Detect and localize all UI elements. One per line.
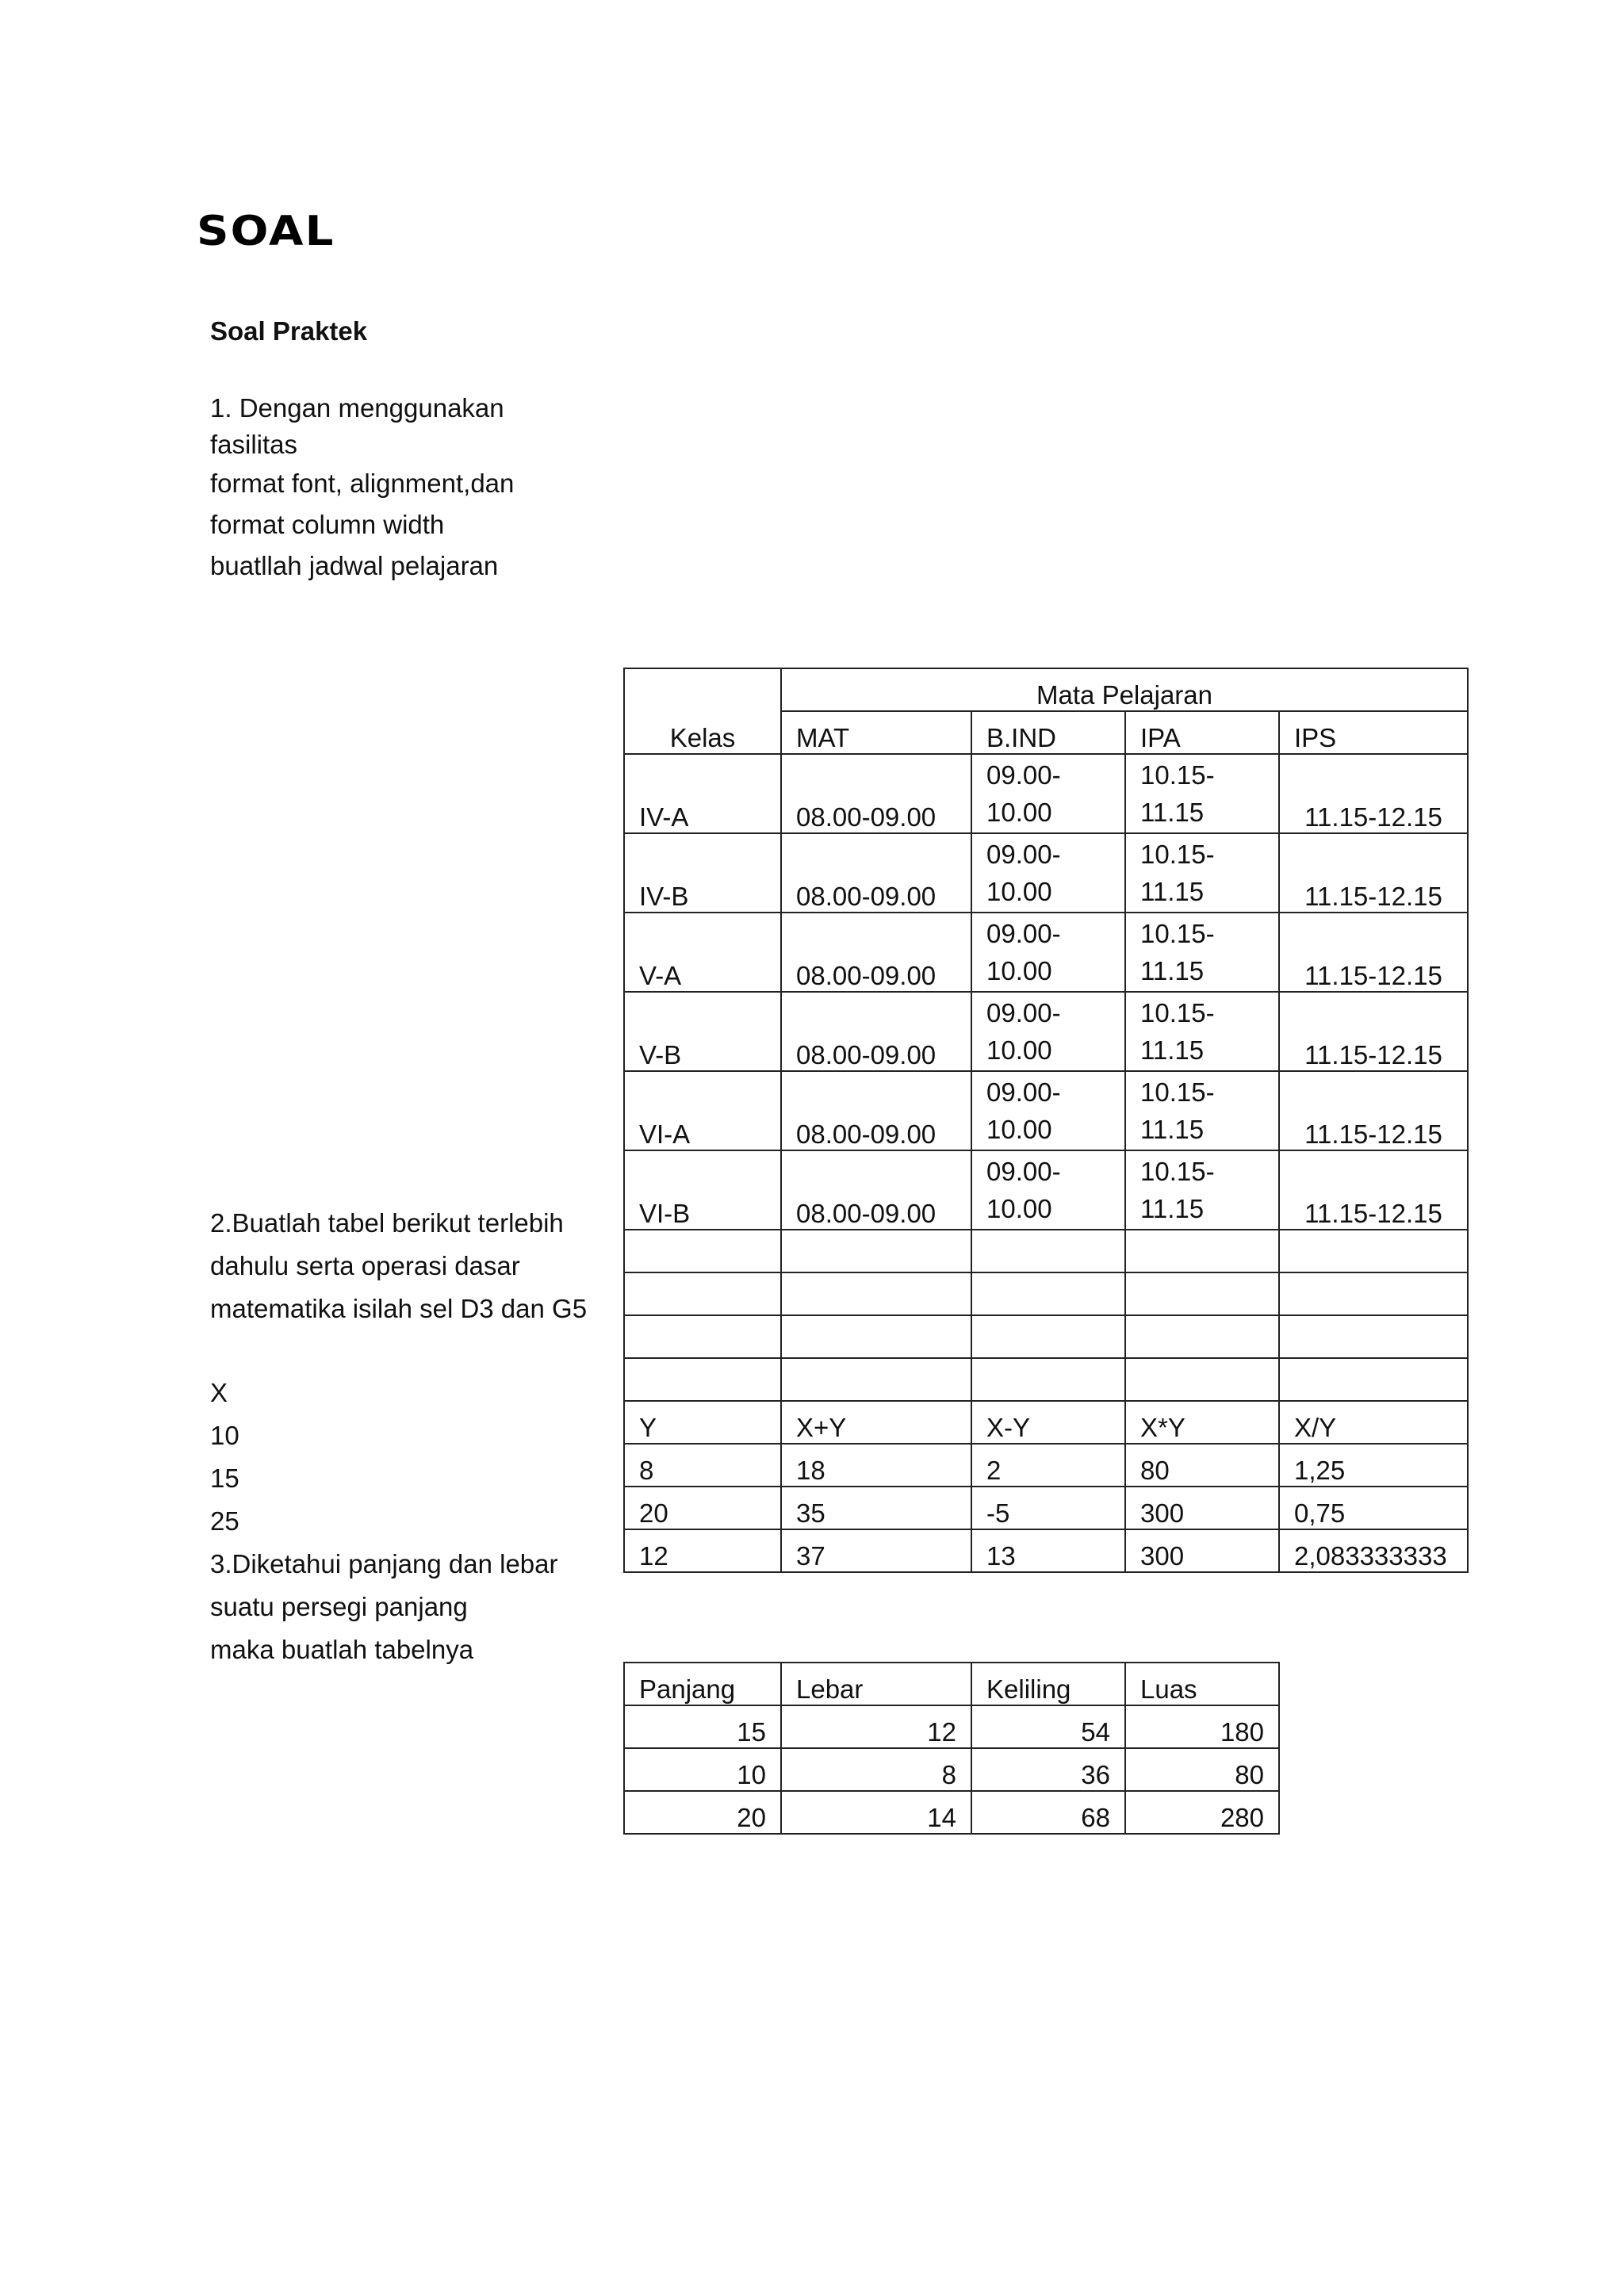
empty-row	[624, 1230, 1468, 1272]
empty-cell	[781, 1230, 971, 1272]
page-title: SOAL	[197, 208, 335, 255]
rect-cell: 14	[781, 1791, 971, 1834]
schedule-class-cell: VI-A	[624, 1071, 781, 1150]
rectangle-table	[623, 1662, 1280, 1835]
ops-row	[624, 1444, 1468, 1487]
empty-cell	[971, 1230, 1125, 1272]
x-value: 25	[210, 1506, 239, 1536]
rect-cell: 12	[781, 1705, 971, 1748]
cell-line: 10.00	[986, 877, 1052, 906]
ops-cell: 1,25	[1279, 1444, 1468, 1487]
schedule-row	[624, 992, 1468, 1071]
cell-line: 11.15	[1140, 1194, 1205, 1223]
cell-line: 10.15-	[1140, 840, 1215, 869]
empty-cell	[1125, 1315, 1279, 1358]
schedule-row	[624, 1150, 1468, 1230]
schedule-corner-cell	[624, 668, 781, 711]
question-3-line: maka buatlah tabelnya	[210, 1635, 474, 1664]
empty-row	[624, 1315, 1468, 1358]
question-2-line: 2.Buatlah tabel berikut terlebih	[210, 1208, 564, 1238]
x-value: 10	[210, 1421, 239, 1450]
schedule-ips-cell: 11.15-12.15	[1279, 1150, 1468, 1230]
schedule-class-cell: IV-A	[624, 754, 781, 833]
schedule-ipa-cell	[1125, 1150, 1279, 1230]
ops-cell: 20	[624, 1487, 781, 1529]
ops-header-row	[624, 1401, 1468, 1444]
schedule-ipa-cell	[1125, 833, 1279, 913]
empty-cell	[624, 1358, 781, 1401]
schedule-ipa-cell	[1125, 992, 1279, 1071]
schedule-subject-header: B.IND	[971, 711, 1125, 754]
rect-cell: 20	[624, 1791, 781, 1834]
empty-cell	[1125, 1272, 1279, 1315]
schedule-row	[624, 913, 1468, 992]
schedule-bind-cell	[971, 754, 1125, 833]
cell-line: 10.15-	[1140, 1157, 1215, 1186]
empty-cell	[971, 1358, 1125, 1401]
empty-cell	[1279, 1315, 1468, 1358]
ops-row	[624, 1529, 1468, 1572]
ops-row	[624, 1487, 1468, 1529]
schedule-mat-cell: 08.00-09.00	[781, 913, 971, 992]
ops-cell: 35	[781, 1487, 971, 1529]
ops-cell: 300	[1125, 1529, 1279, 1572]
schedule-mat-cell: 08.00-09.00	[781, 1071, 971, 1150]
empty-cell	[1125, 1230, 1279, 1272]
rect-cell: 280	[1125, 1791, 1279, 1834]
empty-row	[624, 1358, 1468, 1401]
question-3-line: suatu persegi panjang	[210, 1592, 468, 1621]
cell-line: 09.00-	[986, 1077, 1061, 1107]
schedule-bind-cell	[971, 992, 1125, 1071]
empty-cell	[624, 1315, 781, 1358]
schedule-row	[624, 833, 1468, 913]
cell-line: 10.15-	[1140, 760, 1215, 790]
empty-cell	[1279, 1272, 1468, 1315]
question-3	[210, 1543, 558, 1671]
schedule-bind-cell	[971, 833, 1125, 913]
schedule-mat-cell: 08.00-09.00	[781, 992, 971, 1071]
section-subtitle: Soal Praktek	[210, 316, 368, 346]
cell-line: 10.00	[986, 798, 1052, 827]
ops-cell: 13	[971, 1529, 1125, 1572]
schedule-ipa-cell	[1125, 913, 1279, 992]
ops-cell: 8	[624, 1444, 781, 1487]
rect-header-cell: Keliling	[971, 1663, 1125, 1705]
empty-cell	[1279, 1230, 1468, 1272]
cell-line: 09.00-	[986, 760, 1061, 790]
rect-header-cell: Panjang	[624, 1663, 781, 1705]
question-1-line: fasilitas	[210, 430, 298, 459]
empty-cell	[781, 1272, 971, 1315]
cell-line: 11.15	[1140, 1115, 1205, 1144]
cell-line: 09.00-	[986, 998, 1061, 1027]
cell-line: 09.00-	[986, 1157, 1061, 1186]
ops-cell: 18	[781, 1444, 971, 1487]
question-1-line: buatllah jadwal pelajaran	[210, 551, 499, 580]
empty-cell	[971, 1315, 1125, 1358]
rect-cell: 180	[1125, 1705, 1279, 1748]
empty-cell	[781, 1315, 971, 1358]
schedule-row	[624, 1071, 1468, 1150]
rect-cell: 15	[624, 1705, 781, 1748]
schedule-ips-cell: 11.15-12.15	[1279, 1071, 1468, 1150]
schedule-mat-cell: 08.00-09.00	[781, 833, 971, 913]
ops-header-cell: Y	[624, 1401, 781, 1444]
schedule-bind-cell	[971, 1071, 1125, 1150]
rect-cell: 68	[971, 1791, 1125, 1834]
empty-cell	[781, 1358, 971, 1401]
question-1-line: format column width	[210, 510, 445, 539]
ops-cell: 12	[624, 1529, 781, 1572]
schedule-subject-header: MAT	[781, 711, 971, 754]
rect-header-cell: Luas	[1125, 1663, 1279, 1705]
x-header: X	[210, 1378, 228, 1407]
question-3-line: 3.Diketahui panjang dan lebar	[210, 1549, 558, 1578]
ops-header-cell: X+Y	[781, 1401, 971, 1444]
ops-header-cell: X/Y	[1279, 1401, 1468, 1444]
rect-header-row	[624, 1663, 1279, 1705]
schedule-table	[623, 668, 1469, 1573]
cell-line: 10.15-	[1140, 1077, 1215, 1107]
schedule-class-header: Kelas	[624, 711, 781, 754]
schedule-class-cell: VI-B	[624, 1150, 781, 1230]
schedule-class-cell: IV-B	[624, 833, 781, 913]
schedule-row	[624, 754, 1468, 833]
ops-cell: 80	[1125, 1444, 1279, 1487]
x-column	[210, 1372, 239, 1543]
ops-cell: 300	[1125, 1487, 1279, 1529]
cell-line: 11.15	[1140, 877, 1205, 906]
question-2	[210, 1202, 587, 1330]
ops-cell: -5	[971, 1487, 1125, 1529]
schedule-class-cell: V-B	[624, 992, 781, 1071]
rect-cell: 10	[624, 1748, 781, 1791]
question-1	[210, 390, 514, 587]
empty-cell	[1125, 1358, 1279, 1401]
cell-line: 10.15-	[1140, 919, 1215, 948]
ops-header-cell: X*Y	[1125, 1401, 1279, 1444]
empty-cell	[624, 1230, 781, 1272]
schedule-mat-cell: 08.00-09.00	[781, 754, 971, 833]
cell-line: 10.00	[986, 1035, 1052, 1065]
rect-row	[624, 1748, 1279, 1791]
cell-line: 11.15	[1140, 798, 1205, 827]
cell-line: 10.00	[986, 1194, 1052, 1223]
rect-cell: 54	[971, 1705, 1125, 1748]
empty-cell	[1279, 1358, 1468, 1401]
question-2-line: matematika isilah sel D3 dan G5	[210, 1294, 588, 1323]
question-1-line: 1. Dengan menggunakan	[210, 393, 504, 423]
rect-header-cell: Lebar	[781, 1663, 971, 1705]
rect-cell: 80	[1125, 1748, 1279, 1791]
empty-row	[624, 1272, 1468, 1315]
cell-line: 11.15	[1140, 1035, 1205, 1065]
cell-line: 10.00	[986, 956, 1052, 985]
cell-line: 11.15	[1140, 956, 1205, 985]
schedule-ips-cell: 11.15-12.15	[1279, 992, 1468, 1071]
ops-cell: 37	[781, 1529, 971, 1572]
schedule-group-header: Mata Pelajaran	[781, 668, 1468, 711]
schedule-subject-header: IPS	[1279, 711, 1468, 754]
schedule-class-cell: V-A	[624, 913, 781, 992]
empty-cell	[624, 1272, 781, 1315]
schedule-ips-cell: 11.15-12.15	[1279, 754, 1468, 833]
rect-row	[624, 1705, 1279, 1748]
schedule-mat-cell: 08.00-09.00	[781, 1150, 971, 1230]
question-2-line: dahulu serta operasi dasar	[210, 1251, 520, 1280]
rect-cell: 8	[781, 1748, 971, 1791]
schedule-ips-cell: 11.15-12.15	[1279, 833, 1468, 913]
cell-line: 09.00-	[986, 840, 1061, 869]
schedule-ipa-cell	[1125, 754, 1279, 833]
cell-line: 10.00	[986, 1115, 1052, 1144]
ops-cell: 0,75	[1279, 1487, 1468, 1529]
schedule-ips-cell: 11.15-12.15	[1279, 913, 1468, 992]
schedule-subject-header: IPA	[1125, 711, 1279, 754]
rect-row	[624, 1791, 1279, 1834]
cell-line: 10.15-	[1140, 998, 1215, 1027]
empty-cell	[971, 1272, 1125, 1315]
schedule-bind-cell	[971, 913, 1125, 992]
cell-line: 09.00-	[986, 919, 1061, 948]
rect-cell: 36	[971, 1748, 1125, 1791]
question-1-line: format font, alignment,dan	[210, 469, 515, 498]
ops-header-cell: X-Y	[971, 1401, 1125, 1444]
schedule-bind-cell	[971, 1150, 1125, 1230]
x-value: 15	[210, 1464, 239, 1493]
schedule-ipa-cell	[1125, 1071, 1279, 1150]
ops-cell: 2	[971, 1444, 1125, 1487]
ops-cell: 2,083333333	[1279, 1529, 1468, 1572]
